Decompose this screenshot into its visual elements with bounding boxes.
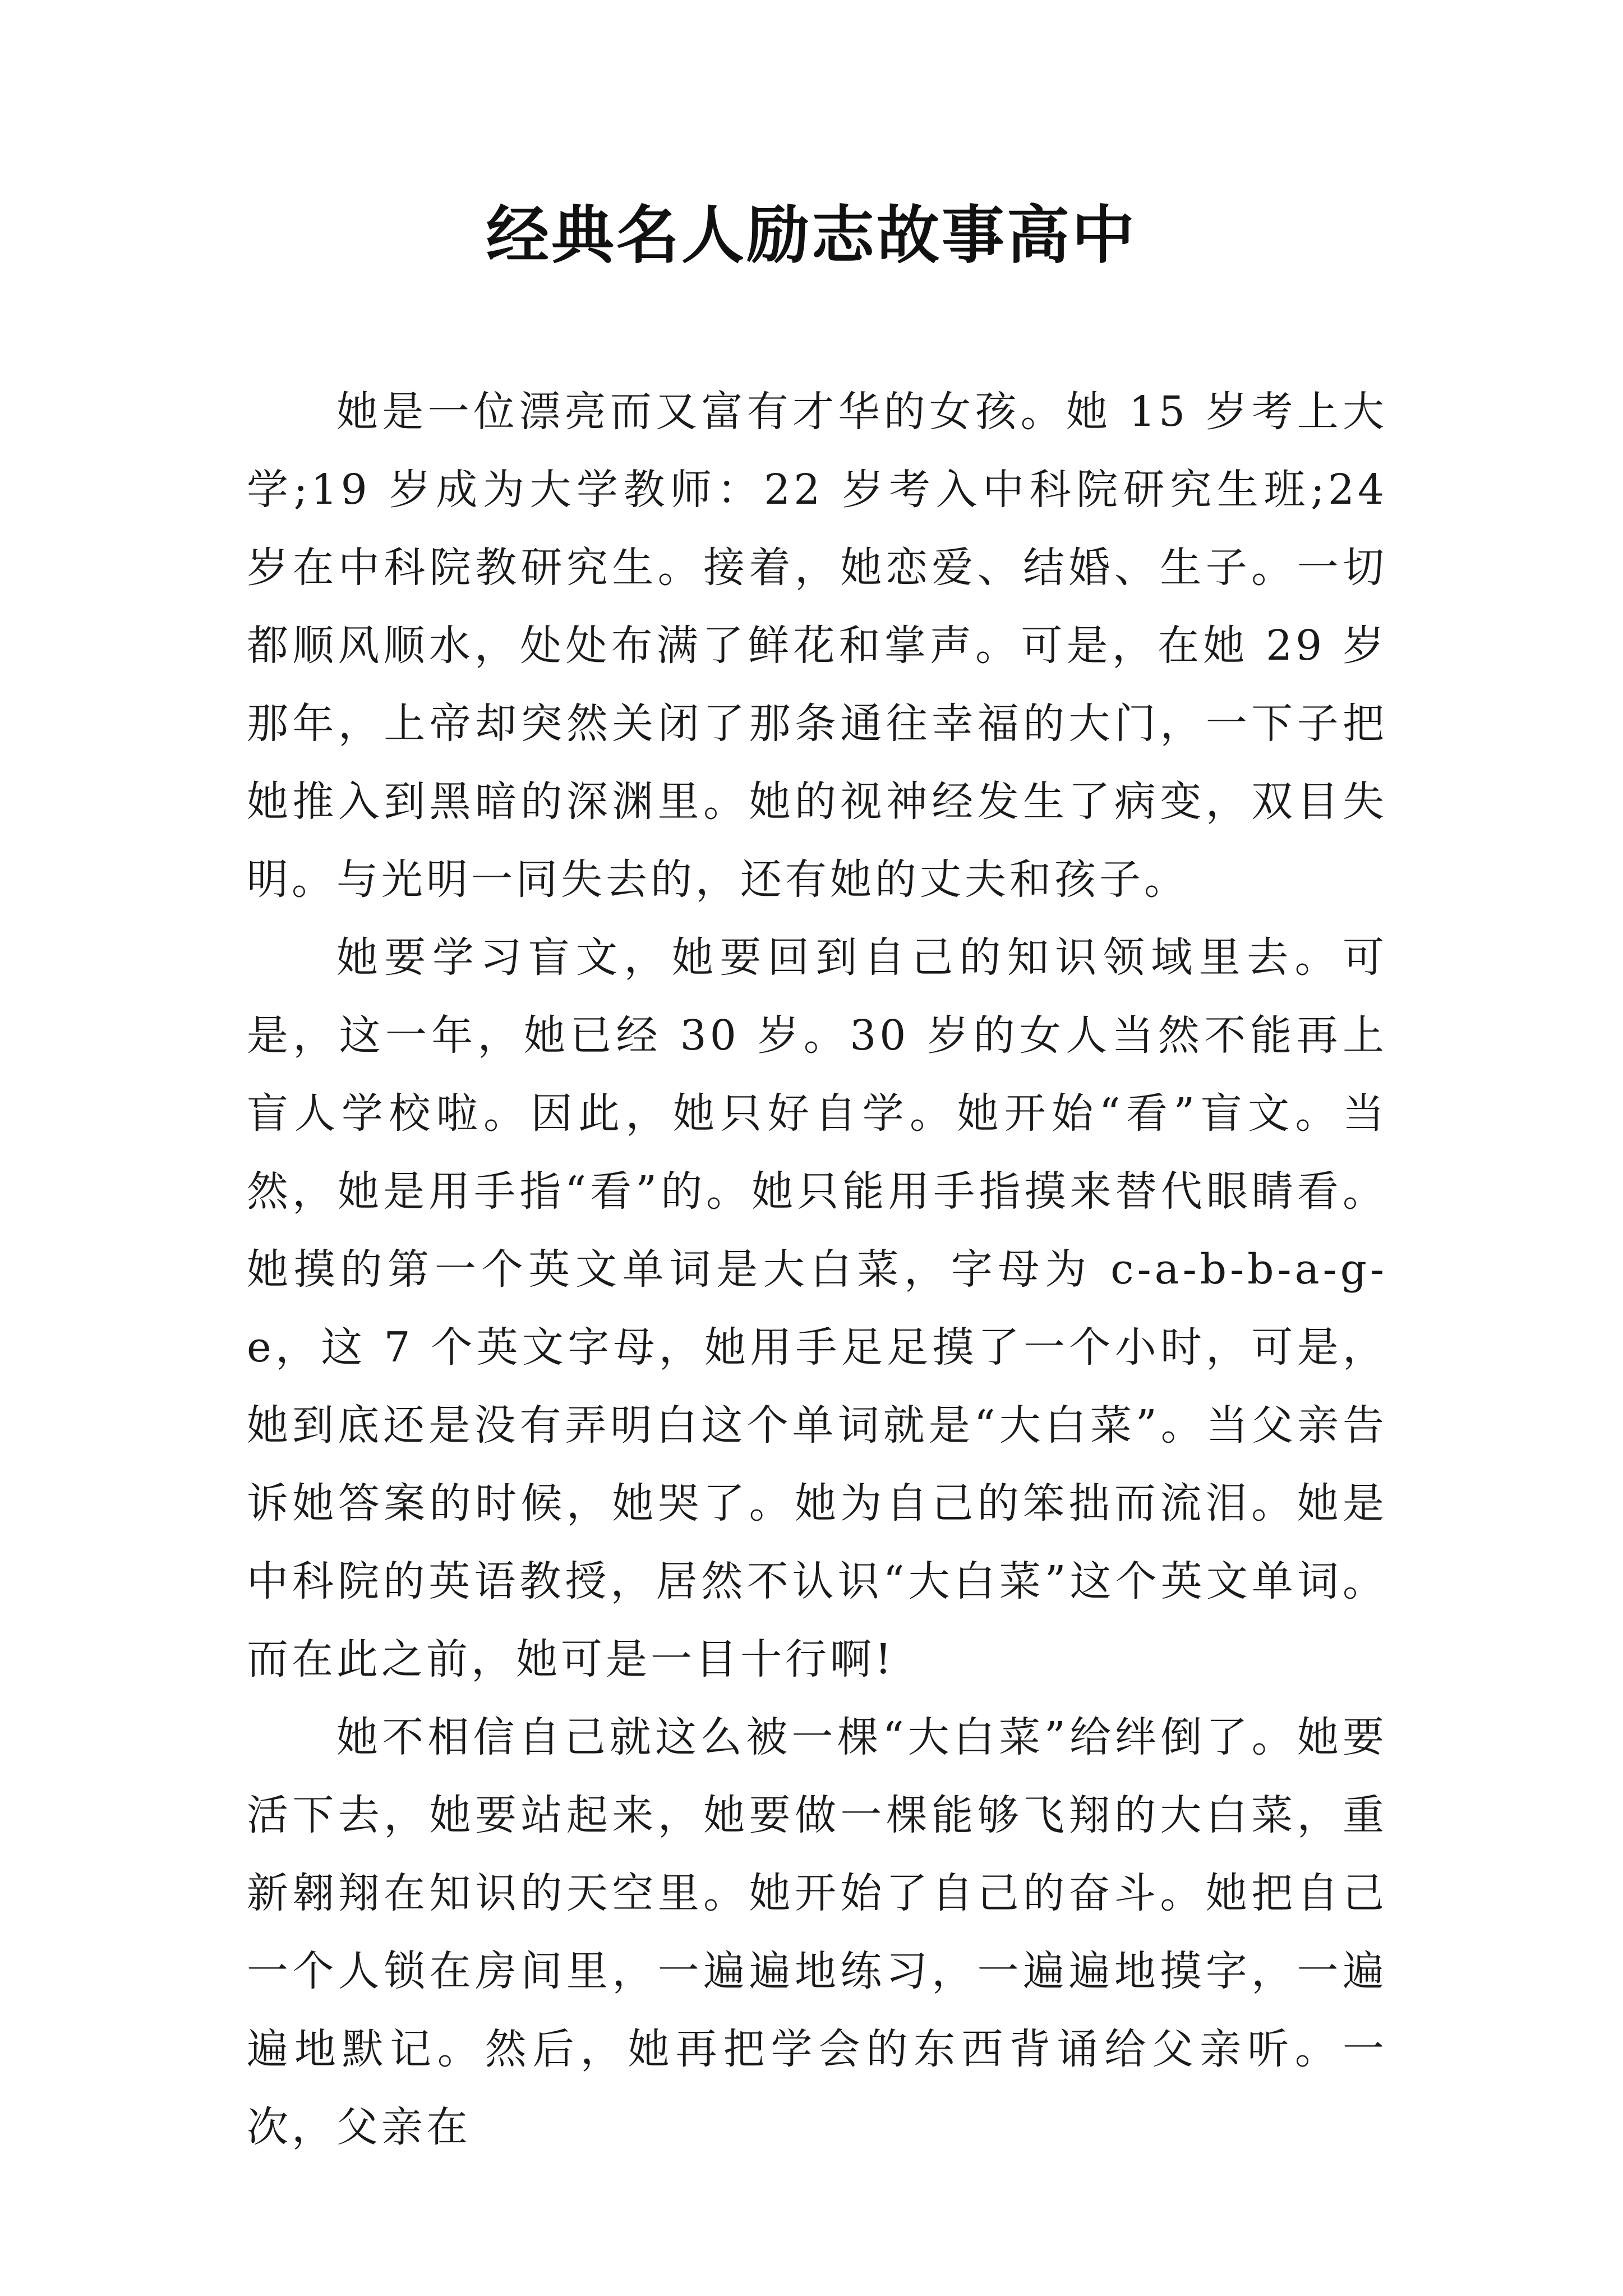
document-body xyxy=(247,373,1387,2166)
paragraph-2: 她要学习盲文，她要回到自己的知识领域里去。可是，这一年，她已经 30 岁。30 岁的女人当然不能再上盲人学校啦。因此，她只好自学。她开始“看”盲文。当然，她是用手指“看”的。她只能用手指摸来替代眼睛看。她摸的第一个英文单词是大白菜，字母为 c-a-b-b-a-g-e，这 7 个英文字母，她用手足足摸了一个小时，可是，她到底还是没有弄明白这个单词就是“大白菜”。当父亲告诉她答案的时候，她哭了。她为自己的笨拙而流泪。她是中科院的英语教授，居然不认识“大白菜”这个英文单词。而在此之前，她可是一目十行啊! xyxy=(247,933,1387,1683)
paragraph-3: 她不相信自己就这么被一棵“大白菜”给绊倒了。她要活下去，她要站起来，她要做一棵能够飞翔的大白菜，重新翱翔在知识的天空里。她开始了自己的奋斗。她把自己一个人锁在房间里，一遍遍地练习，一遍遍地摸字，一遍遍地默记。然后，她再把学会的东西背诵给父亲听。一次，父亲在 xyxy=(247,1713,1387,2151)
document-title: 经典名人励志故事高中 xyxy=(486,199,1137,272)
paragraph-1: 她是一位漂亮而又富有才华的女孩。她 15 岁考上大学;19 岁成为大学教师：22 岁考入中科院研究生班;24 岁在中科院教研究生。接着，她恋爱、结婚、生子。一切都顺风顺水，处处布满了鲜花和掌声。可是，在她 29 岁那年，上帝却突然关闭了那条通往幸福的大门，一下子把她推入到黑暗的深渊里。她的视神经发生了病变，双目失明。与光明一同失去的，还有她的丈夫和孩子。 xyxy=(247,388,1387,904)
